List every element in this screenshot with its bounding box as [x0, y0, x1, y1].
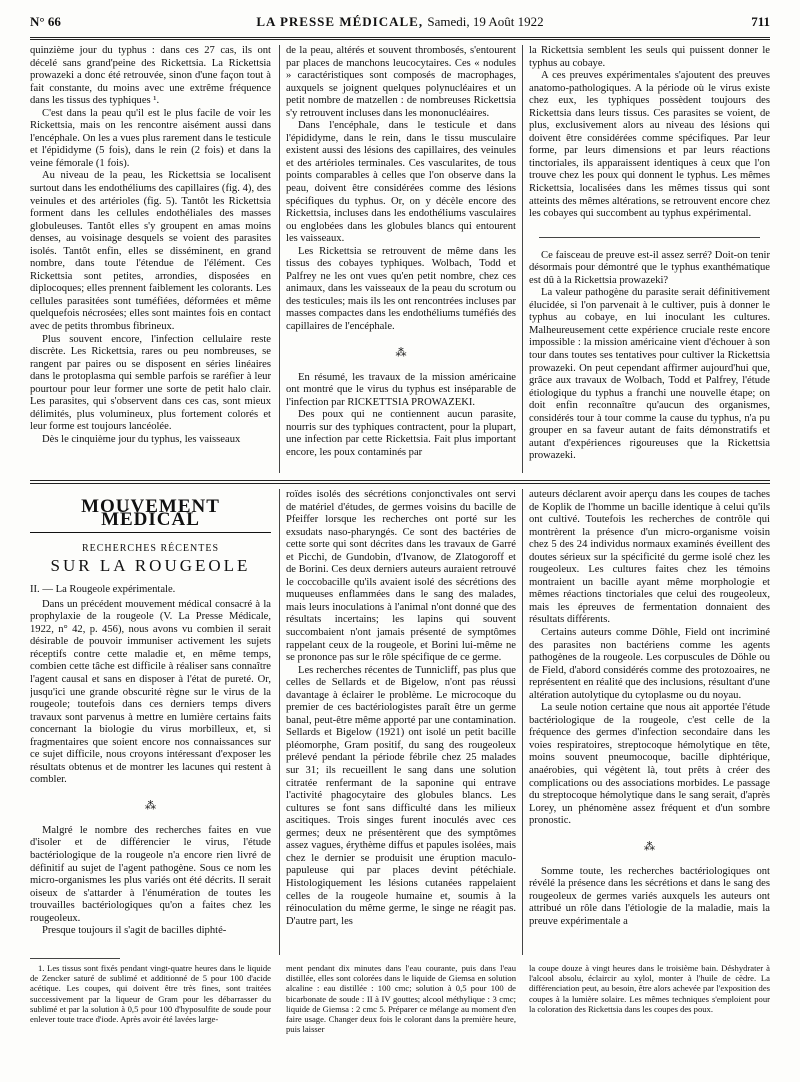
- issue-date: Samedi, 19 Août 1922: [427, 14, 544, 29]
- header-rule: [30, 37, 770, 38]
- page-header: [30, 14, 770, 36]
- paragraph: auteurs déclarent avoir aperçu dans les coupes de taches de Koplik de l'homme un bacille identique à celui qu'ils ont cultivé. Toutefois les recherches de contrôle qui montrèrent la présence d'un micro-organisme voisin chez 5 des 24 individus normaux examinés éveillent des doutes sérieux sur la spécificité du germe isolé chez les rougeoleux. Les cultures faites chez les témoins montraient un bacille ayant même morphologie et mêmes réactions tinctoriales que celui des rougeoleux, mais les épreuves de fermentation donnaient des résultats différents.: [529, 489, 770, 626]
- footnote-column-3: [529, 963, 770, 1073]
- paragraph: En résumé, les travaux de la mission américaine ont montré que le virus du typhus est inséparable de l'infection par RICKETTSIA PROWAZEKI.: [286, 371, 516, 408]
- section-title: MOUVEMENT MÉDICAL: [30, 501, 271, 533]
- footnote: 1. Les tissus sont fixés pendant vingt-quatre heures dans le liquide de Zencker saturé de sublimé et additionné de 5 pour 100 d'acide acétique. Les coupes, qui doivent être très fines, sont traitées successivement par la liqueur de Gram pour les débarrasser du sublimé et par la solution à 0,5 pour 100 d'hyposulfite de soude pour enlever toute trace d'iode. Après avoir été lavées large-: [30, 963, 271, 1025]
- paragraph: la Rickettsia semblent les seuls qui puissent donner le typhus au cobaye.: [529, 45, 770, 69]
- paragraph: Dès le cinquième jour du typhus, les vaisseaux: [42, 433, 241, 445]
- footnote: la coupe douze à vingt heures dans le troisième bain. Déshydrater à l'alcool absolu, éclaircir au xylol, monter à l'huile de cèdre. La différenciation peut, au besoin, être alors achevée par l'exposition des coupes à la lumière solaire. Les mêmes techniques s'emploient pour la coloration des Rickettsia dans les coupes des poux.: [529, 963, 770, 1014]
- paragraph: Des poux qui ne contiennent aucun parasite, nourris sur des typhiques contractent, pour la plupart, une infection par cette Rickettsia. Fait plus important encore, les poux contaminés par: [286, 409, 516, 458]
- section-stars: ⁂: [644, 840, 655, 853]
- paragraph: Les recherches récentes de Tunnicliff, pas plus que celles de Sellards et de Bigelow, n'ont pas réussi davantage à éclairer le problème. Le microcoque du premier de ces bactériologistes paraît être un germe banal, peut-être même apporté par une contamination. Sellards et Bigelow (1921) ont isolé un petit bacille pléomorphe, Gram positif, du sang des rougeoleux prélevé pendant la période fébrile chez 25 malades sur 31; ils recueillent le sang dans une solution citratée renfermant de la saponine qui entrave l'activité phagocytaire des globules blancs. Les cultures se font sans difficulté dans les milieux ascitiques. Trois singes furent inoculés avec ces germes; deux ne présentèrent que des symptômes assez vagues, érythème diffus et papules isolées, mais chez le dernier se produisit une éruption maculo-papuleuse qui par places devint pétéchiale. Histologiquement les lésions cutanées rappelaient celles de la rougeole humaine et, soumis à la réinoculation du même germe, le singe ne réagit pas. D'autre part, les: [286, 664, 516, 927]
- paragraph: Ce faisceau de preuve est-il assez serré? Doit-on tenir désormais pour démontré que le typhus exanthématique est dû à la Rickettsia prowazeki?: [529, 249, 770, 286]
- bottom-column-2: [286, 489, 516, 955]
- paragraph: Les Rickettsia se retrouvent de même dans les tissus des cobayes typhiques. Wolbach, Todd et Palfrey ne les ont vues qu'en petit nombre, chez ces animaux, dans les vaisseaux de la peau du scrotum ou des testicules; mais ils les ont rencontrées incluses par masses compactes dans les endothéliums tuméfiés des capillaires de l'encéphale.: [286, 245, 516, 333]
- paragraph: quinzième jour du typhus : dans ces 27 cas, ils ont décelé sans grand'peine des Rickettsia. La Rickettsia prowazeki a donc été retrouvée, sinon d'une façon tout à fait constante, du moins avec une extrême fréquence dans les tissus des typhiques ¹.: [30, 45, 271, 107]
- paragraph: Malgré le nombre des recherches faites en vue d'isoler et de différencier le virus, l'étude bactériologique de la rougeole n'a encore rien livré de définitif au sujet de l'agent pathogène. Sous ce nom les micro-organismes les plus variés ont été décrits. Il serait oiseux de s'attarder à l'énumération de toutes les trouvailles bactériologiques qu'on a faites chez les rougeoleux.: [30, 824, 271, 924]
- bottom-column-3: [529, 489, 770, 955]
- paragraph: La valeur pathogène du parasite serait définitivement élucidée, si l'on parvenait à le cultiver, puis à donner le typhus au cobaye, en lui inoculant les cultures. Malheureusement cette expérience cruciale reste encore impossible : la mission américaine vient d'échouer à son tour dans toutes ses tentatives pour cultiver la Rickettsia prowazeki. On peut cependant affirmer aujourd'hui que, grâce aux travaux de Wolbach, Todd et Palfrey, l'étude étiologique du typhus a franchi une nouvelle étape; on doit enfin reconnaître qu'aucun des organismes, considérés tour à tour comme la cause du typhus, n'a pu grouper en sa faveur autant de faits démonstratifs et autant d'expériences rigoureuses que la Rickettsia prowazeki.: [529, 287, 770, 462]
- top-column-3: [529, 45, 770, 473]
- footnote-rule: [30, 958, 120, 959]
- section-stars: ⁂: [395, 346, 407, 359]
- page-number: 711: [751, 14, 770, 29]
- journal-name: LA PRESSE MÉDICALE,: [256, 14, 424, 29]
- paragraph: Dans un précédent mouvement médical consacré à la prophylaxie de la rougeole (V. La Presse Médicale, 1922, n° 42, p. 456), nous avons vu combien il serait désirable de pouvoir immuniser activement les sujets réceptifs contre cette maladie et, en même temps, combien cette tâche est difficile à réaliser sans connaître l'agent causal et sans en disposer à l'état de pureté. Or, jusqu'ici une grande obscurité règne sur le virus de la rougeole; toutefois dans ces derniers temps divers travaux sont parvenus à mettre en lumière certains faits concernant la biologie du virus morbilleux, et, si fragmentaires que soient encore nos connaissances sur ce sujet difficile, nous croyons intéressant d'exposer les résultats obtenus et de montrer les lacunes qui restent à combler.: [30, 598, 271, 786]
- article-heading: SUR LA ROUGEOLE: [50, 555, 251, 575]
- header-rule-2: [30, 39, 770, 40]
- paragraph: Somme toute, les recherches bactériologiques ont révélé la présence dans les sécrétions et dans le sang des rougeoleux de germes variés auxquels les auteurs ont attribué un rôle dans l'étiologie de la maladie, mais la preuve expérimentale a: [529, 865, 770, 927]
- top-column-2: [286, 45, 516, 473]
- column-separator: [522, 489, 523, 955]
- footnote: ment pendant dix minutes dans l'eau courante, puis dans l'eau distillée, elles sont colorées dans le liquide de Giemsa en solution alcaline : eau distillée : 100 cmc; solution à 0,5 pour 100 de bicarbonate de soude : II à IV gouttes; alcool méthylique : 3 cmc; liquide de Giemsa : 2 cmc 5. Préparer ce mélange au moment d'en faire usage. Changer deux fois le colorant dans la première heure, puis laisser: [286, 963, 516, 1035]
- footnote-column-2: [286, 963, 516, 1073]
- column-separator: [279, 489, 280, 955]
- paragraph: Au niveau de la peau, les Rickettsia se localisent surtout dans les endothéliums des capillaires (fig. 4), des veinules et des artérioles (fig. 5). Tantôt les Rickettsia forment dans les cellules endothéliales des masses globuleuses. Tantôt elles s'y groupent en amas moins denses, au voisinage desquels se voient des parasites isolés. Tantôt enfin, elles se disséminent, en grand nombre, dans toute l'étendue de l'élément. Ces Rickettsia sont petites, arrondies, disposées en diplocoques; elles prennent faiblement les colorants. Les cellules parasitées sont tuméfiées, déformées et même quelquefois nécrosées; elles sont maintes fois en contact avec de petits thrombus fibrineux.: [30, 170, 271, 333]
- issue-number: N° 66: [30, 14, 61, 29]
- column-separator: [522, 45, 523, 473]
- column-separator: [279, 45, 280, 473]
- journal-title: [30, 14, 770, 30]
- section-rule-2: [30, 483, 770, 484]
- bottom-column-1: [30, 489, 271, 955]
- section-rule: [30, 480, 770, 481]
- paragraph: de la peau, altérés et souvent thrombosés, s'entourent par places de manchons leucocytaires. Ces « nodules » caractéristiques sont composés de macrophages, auxquels se joignent quelques polynucléaires et un petit nombre de matzellen : de nombreuses Rickettsia s'y retrouvent incluses dans les mononucléaires.: [286, 45, 516, 119]
- section-stars: ⁂: [145, 799, 156, 812]
- paragraph: C'est dans la peau qu'il est le plus facile de voir les Rickettsia, mais on les rencontre aisément aussi dans l'encéphale. On les a vues plus rarement dans le testicule et l'épididyme (5 fois), dans le rein (2 fois) et dans la veine fémorale (1 fois).: [30, 107, 271, 169]
- part-heading: II. — La Rougeole expérimentale.: [30, 584, 176, 596]
- footnote-column-1: [30, 963, 271, 1073]
- section-divider: [539, 221, 760, 238]
- paragraph: A ces preuves expérimentales s'ajoutent des preuves anatomo-pathologiques. A la période où le virus existe chez eux, les typhiques possèdent toujours des Rickettsia dans leurs tissus. Ces parasites se voient, de plus, exclusivement alors au niveau des lésions qui doivent être considérées comme spécifiques. Par leur forme, par leurs dimensions et par leurs réactions tinctoriales, ils apparaissent identiques à ceux que l'on trouve chez les poux qui donnent le typhus. Les mêmes Rickettsia, localisées dans les mêmes tissus qui sont atteints des mêmes altérations, se retrouvent encore chez les cobayes qui succombent au typhus expérimental.: [529, 70, 770, 220]
- paragraph: Presque toujours il s'agit de bacilles diphté-: [42, 925, 227, 937]
- paragraph: Certains auteurs comme Döhle, Field ont incriminé des parasites non bactériens comme les agents pathogènes de la rougeole. Les corpuscules de Döhle ou de Field, d'abord considérés comme des protozoaires, ne représentent en réalité que des inclusions, résultant d'une altération autolytique du cytoplasme ou du noyau.: [529, 627, 770, 701]
- top-column-1: [30, 45, 271, 473]
- section-subheading: RECHERCHES RÉCENTES: [81, 543, 220, 555]
- paragraph: roïdes isolés des sécrétions conjonctivales ont servi de matériel d'études, de germes voisins du bacille de Pfeiffer lorsque les recherches ont porté sur les exsudats naso-pharyngés. Ce sont des bactéries de cette sorte qui sont décrites dans les travaux de Garré et Picchi, de Gundobin, d'Ivanow, de Zlatogoroff et de Borini. Ces deux derniers auteurs auraient retrouvé le coccobacille qu'ils avaient isolé des sécrétions des muqueuses enflammées dans le sang des malades, mais leurs inoculations à l'animal n'ont donné que des résultats incertains; les lapins qui souvent succombaient n'ont jamais présenté de symptômes rappelant ceux de la rougeole, et Borini lui-même ne se prononce pas sur le rôle spécifique de ce germe.: [286, 489, 516, 664]
- paragraph: Plus souvent encore, l'infection cellulaire reste discrète. Les Rickettsia, rares ou peu nombreuses, se rangent par paires ou se disposent en séries linéaires dans le protoplasma qui semble parfois se raréfier à leur pourtour pour leur former une sorte de petit halo clair. Les parasites, qui s'observent dans ces cas, sont mieux délimités, plus volumineux, plus fortement colorés et leur forme est toujours lancéolée.: [30, 333, 271, 433]
- paragraph: Dans l'encéphale, dans le testicule et dans l'épididyme, dans le rein, dans le tissu musculaire existent aussi des lésions des capillaires, des veinules et des artérioles terminales. Ces vascularites, de tous points comparables à celles que l'on observe dans la peau, doivent être considérées comme des lésions spécifiques du typhus. Or, on y décèle encore des Rickettsia, incluses dans les endothéliums vasculaires ou englobées dans les globules blancs qui entourent les vaisseaux.: [286, 120, 516, 245]
- paragraph: La seule notion certaine que nous ait apportée l'étude bactériologique de la rougeole, c'est celle de la fréquence des germes d'infection secondaire dans les voies respiratoires, streptocoque hémolytique en tête, moins souvent pneumocoque, bacille diphtérique, anaérobies, qui végètent là, tout prêts à créer des complications ou des associations morbides. Le passage du streptocoque hémolytique dans le sang serait, d'après Lorey, un phénomène assez fréquent et d'un sombre pronostic.: [529, 702, 770, 827]
